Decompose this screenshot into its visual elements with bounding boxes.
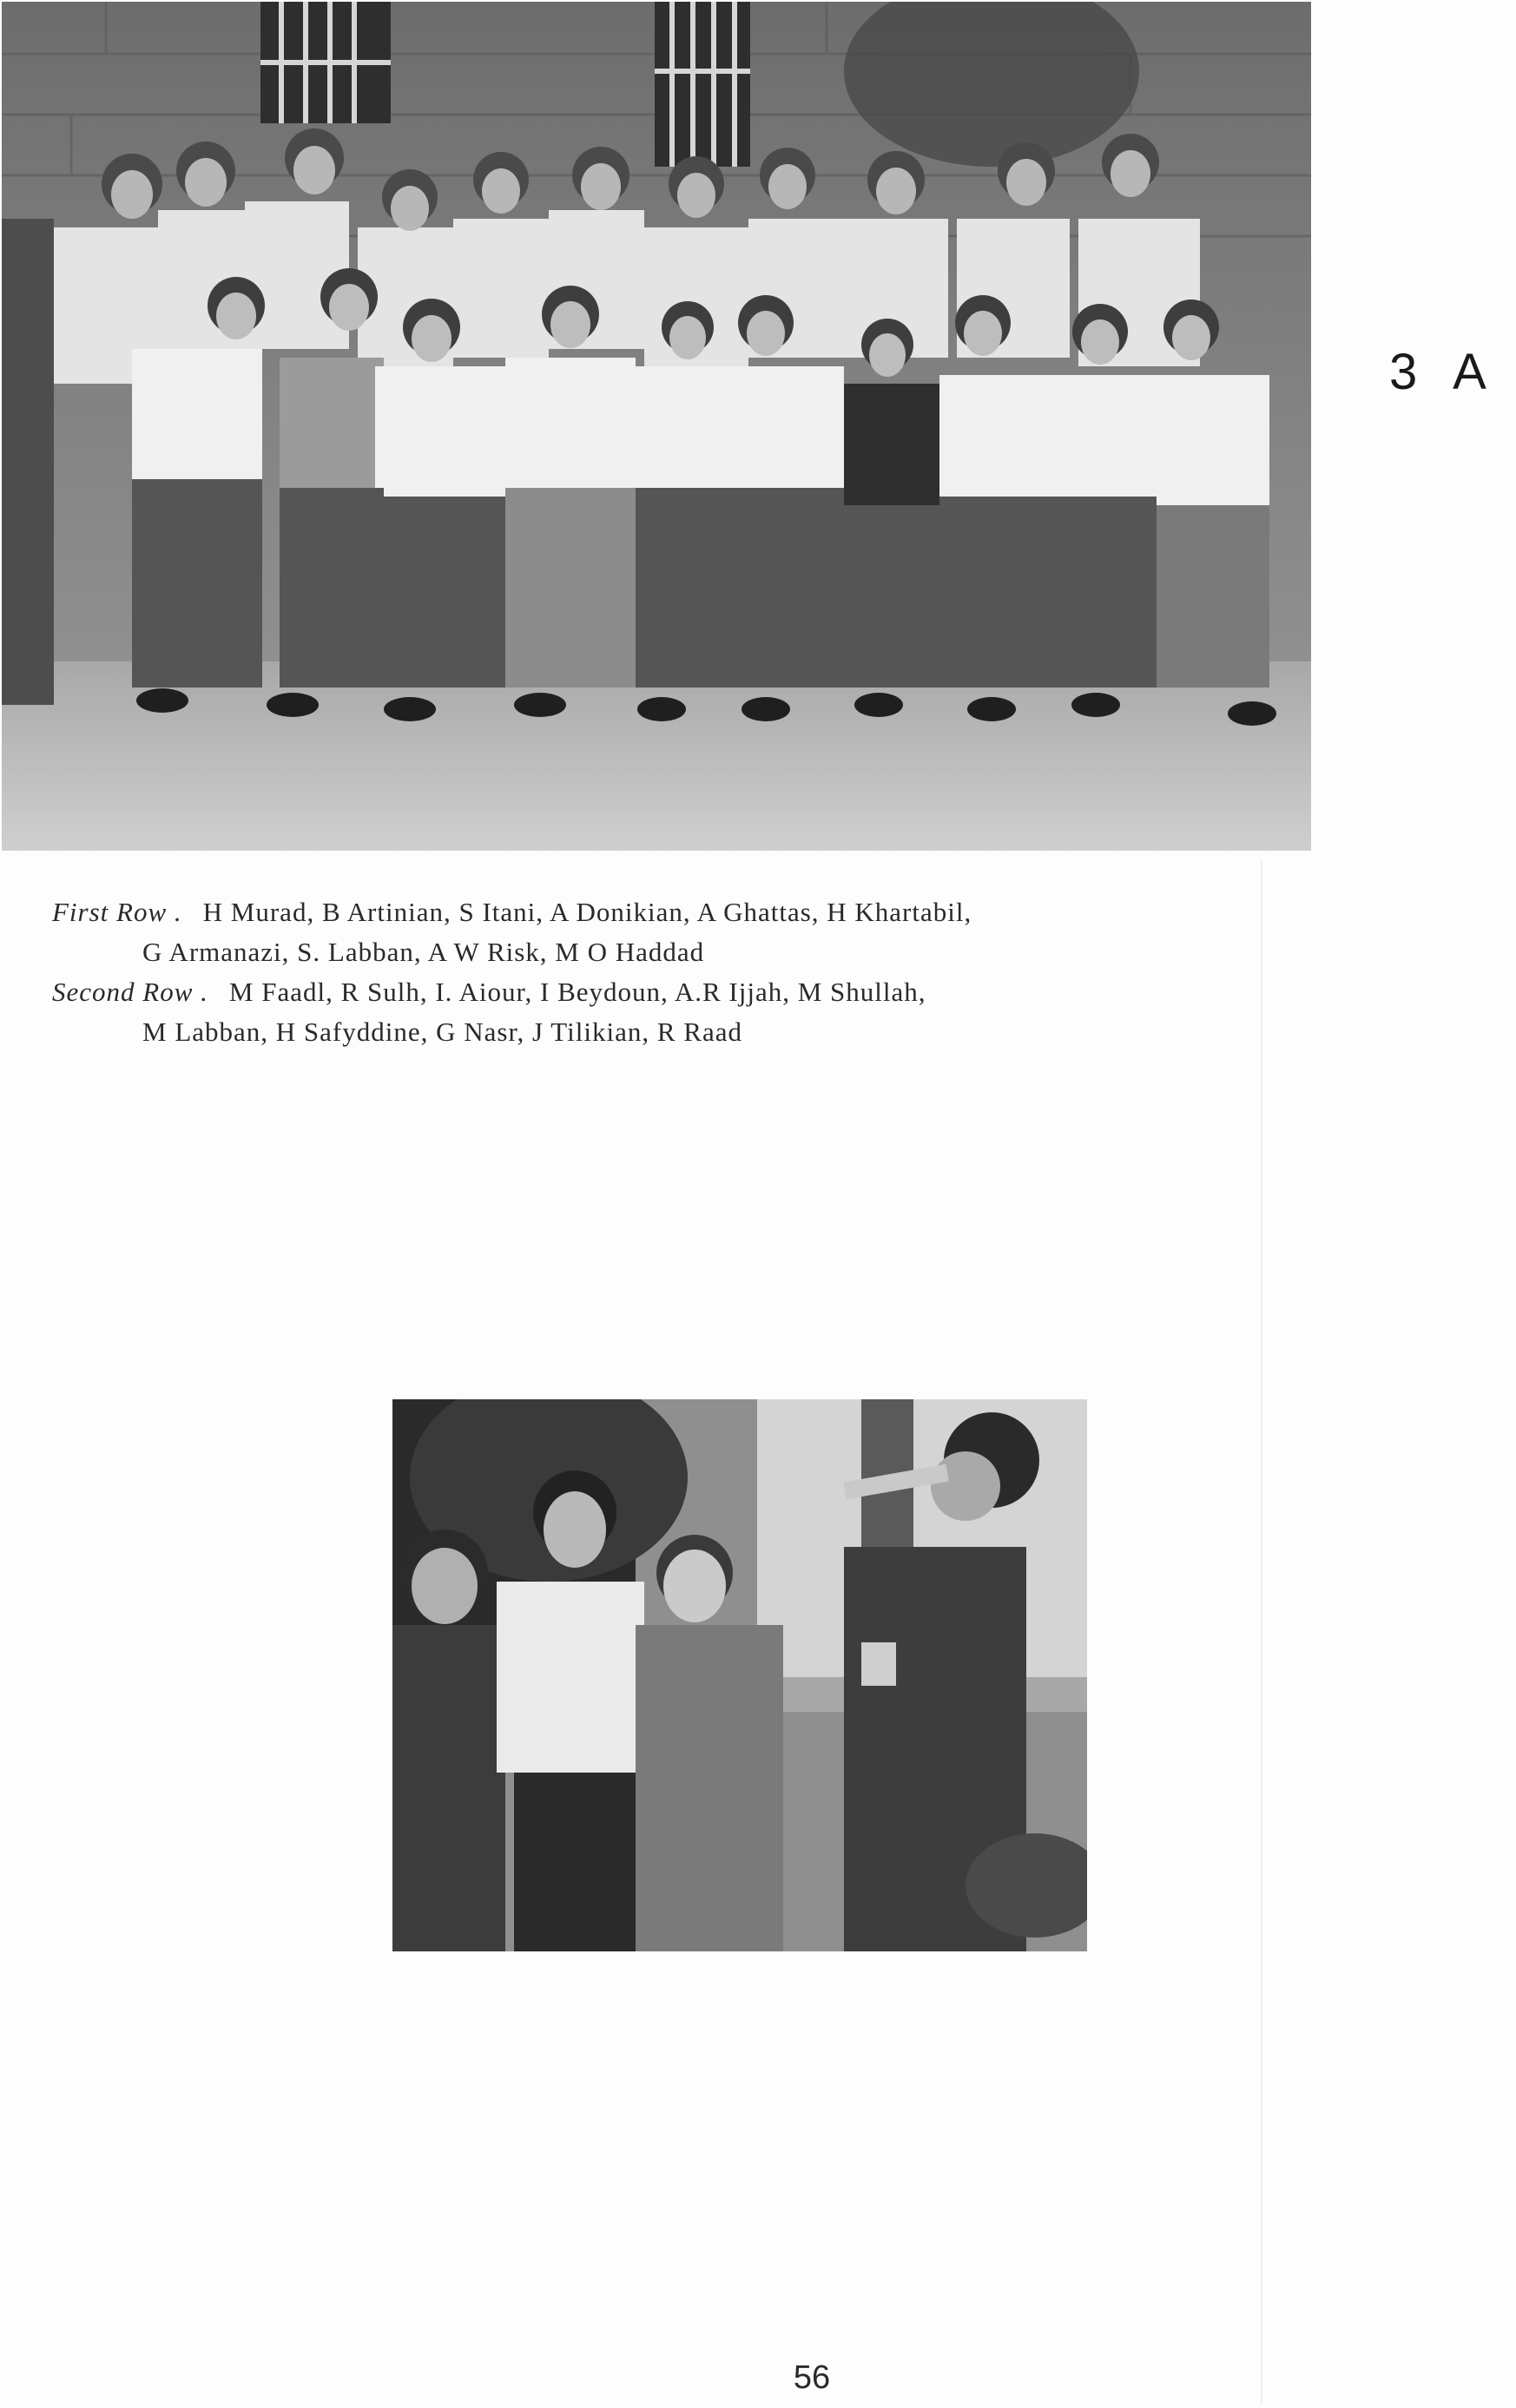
class-group-photo-image bbox=[2, 2, 1311, 851]
class-label: 3 A bbox=[1389, 344, 1499, 400]
candid-photo-image bbox=[392, 1399, 1087, 1951]
photo-caption bbox=[52, 892, 1320, 1052]
page-number: 56 bbox=[793, 2359, 831, 2396]
first-row-label: First Row . bbox=[52, 897, 182, 927]
first-row-names-line2: G Armanazi, S. Labban, A W Risk, M O Haddad bbox=[142, 937, 705, 967]
class-group-photo bbox=[2, 2, 1311, 851]
second-row-names-line1: M Faadl, R Sulh, I. Aiour, I Beydoun, A.R Ijjah, M Shullah, bbox=[228, 977, 926, 1007]
candid-photo bbox=[392, 1399, 1087, 1951]
page-fold-line bbox=[1261, 859, 1262, 2405]
second-row-label: Second Row . bbox=[52, 977, 208, 1007]
caption-first-row bbox=[52, 892, 1320, 932]
second-row-names-line2: M Labban, H Safyddine, G Nasr, J Tilikian, R Raad bbox=[142, 1016, 742, 1047]
caption-second-row bbox=[52, 972, 1320, 1012]
first-row-names-line1: H Murad, B Artinian, S Itani, A Donikian, A Ghattas, H Khartabil, bbox=[202, 897, 972, 927]
